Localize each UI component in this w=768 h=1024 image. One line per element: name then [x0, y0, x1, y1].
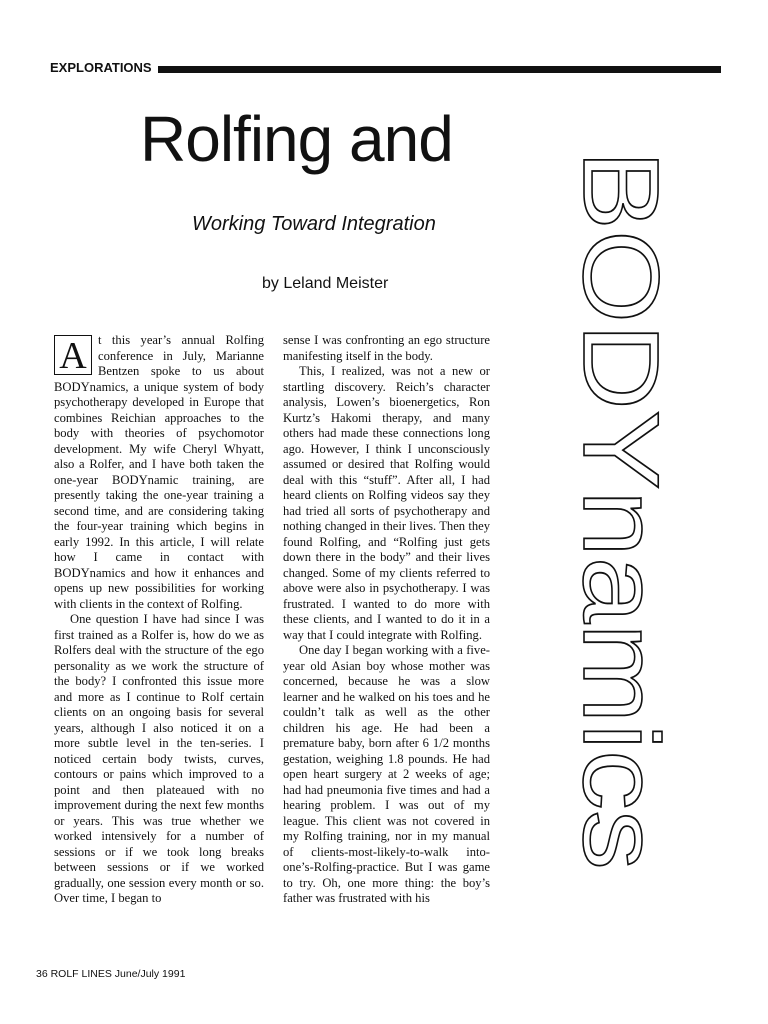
header-rule: [158, 66, 721, 73]
section-label: EXPLORATIONS: [50, 60, 152, 75]
article-column-left: [54, 333, 264, 907]
paragraph-1: [54, 333, 264, 612]
drop-cap: A: [54, 335, 92, 375]
paragraph-5: One day I began working with a five-year old Asian boy whose mother was concerned, because he was a slow learner and he walked on his toes and he couldn’t talk as well as the other children his age. He had been a premature baby, born after 6 1/2 months gestation, weighing 1.8 pounds. He had open heart surgery at 2 weeks of age; had had pneumonia five times and had a hearing problem. I was out of my league. This client was not covered in my Rolfing training, nor in my manual of clients-most-likely-to-walk into-one’s-Rolfing-practice. But I was game to try. Oh, one more thing: the boy’s father was frustrated with his: [283, 643, 490, 905]
vertical-title-text: BODYnamics: [561, 150, 682, 799]
paragraph-1-text: t this year’s annual Rolfing conference in July, Marianne Bentzen spoke to us about BODYnamics, a unique system of body psychotherapy developed in Europe that combines Reichian approaches to the body with theories of psychomotor development. My wife Cheryl Whyatt, also a Rolfer, and I have both taken the one-year BODYnamic training, are presently taking the one-year training a second time, and are considering taking the four-year training which begins in early 1992. In this article, I will relate how I came in contact with BODYnamics and how it enhances and opens up new possibilities for working with clients in the context of Rolfing.: [54, 333, 264, 611]
article-title: Rolfing and: [140, 103, 453, 175]
paragraph-2: One question I have had since I was first trained as a Rolfer is, how do we as Rolfers deal with the structure of the ego personality as we work the structure of the body? I confronted this issue more and more as I continue to Rolf certain clients on an ongoing basis for several years, although I also noticed it on a more subtle level in the ten-series. I noticed certain body twists, curves, contours or pains which improved to a point and then plateaued with no improvement during the next few months or years. This was true whether we worked intensively for a number of sessions or if we took long breaks between sessions or if we worked gradually, one session every month or so. Over time, I began to: [54, 612, 264, 905]
paragraph-4: This, I realized, was not a new or startling discovery. Reich’s character analysis, Lowen’s bioenergetics, Ron Kurtz’s Hakomi therapy, and many others had made these connections long ago. However, I think I unconsciously assumed or desired that Rolfing would deal with this “stuff”. After all, I had heard clients on Rolfing videos say they had tried all sorts of psychotherapy and nothing changed in their lives. Then they found Rolfing, and “Rolfing just gets down there in the body” and their lives changed. Some of my clients referred to above were also in psychotherapy. I was frustrated. I wanted to do more with these clients, and I wanted to do it in a way that I could integrate with Rolfing.: [283, 364, 490, 642]
page-footer: 36 ROLF LINES June/July 1991: [36, 968, 186, 980]
paragraph-3: sense I was confronting an ego structure manifesting itself in the body.: [283, 333, 490, 363]
article-column-right: [283, 333, 490, 907]
article-byline: by Leland Meister: [262, 275, 389, 292]
article-subtitle: Working Toward Integration: [192, 213, 436, 235]
vertical-outline-title: [561, 150, 682, 870]
